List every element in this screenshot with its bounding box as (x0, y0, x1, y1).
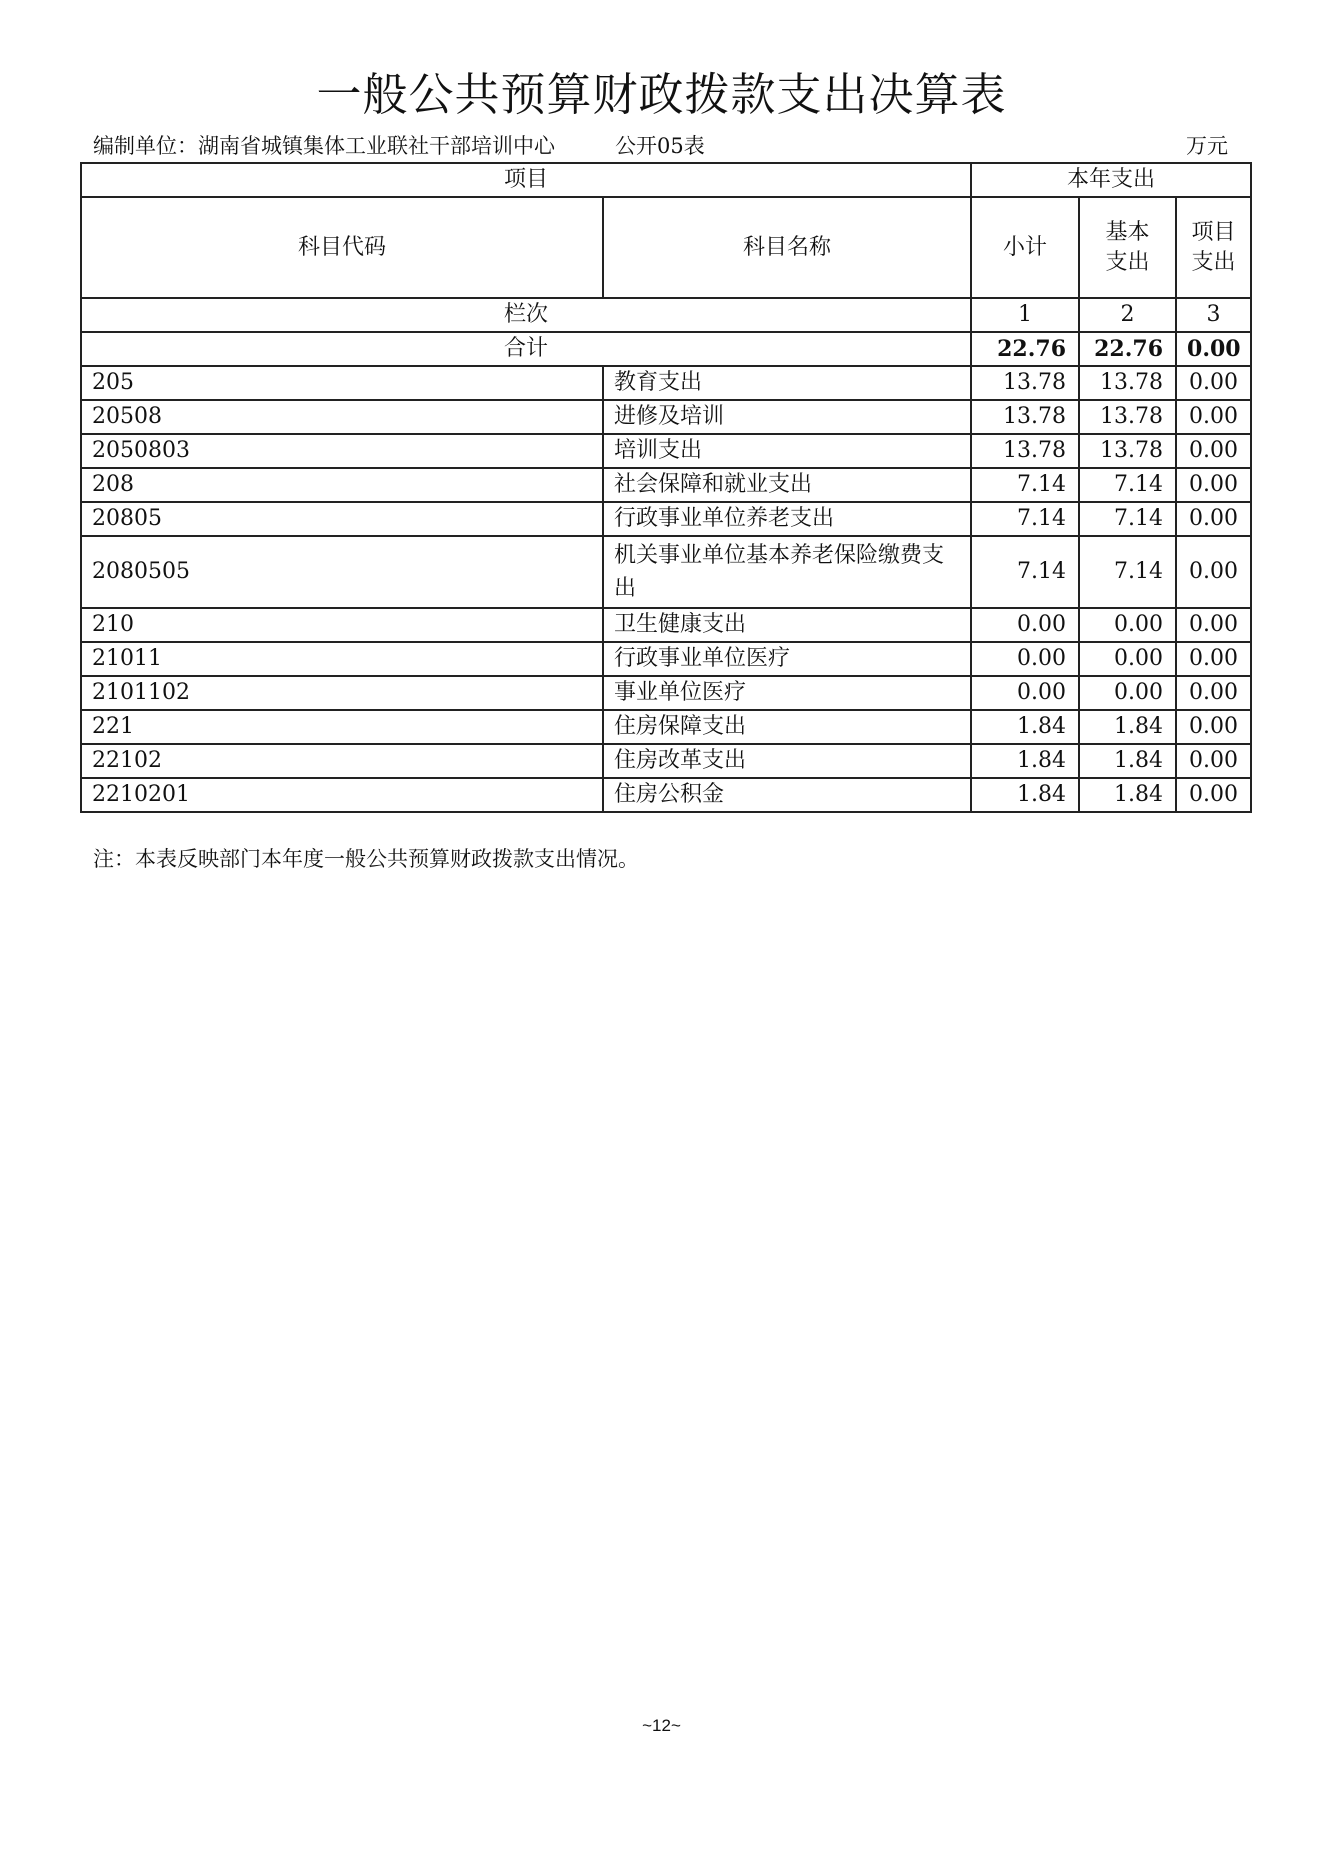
table-row (81, 400, 1251, 434)
row-name: 教育支出 (603, 366, 971, 400)
row-name: 住房改革支出 (603, 744, 971, 778)
row-project: 0.00 (1176, 642, 1251, 676)
row-basic: 1.84 (1079, 744, 1176, 778)
row-basic: 7.14 (1079, 468, 1176, 502)
column-index-label: 栏次 (81, 298, 971, 332)
row-project: 0.00 (1176, 434, 1251, 468)
row-subtotal: 1.84 (971, 710, 1079, 744)
row-project: 0.00 (1176, 468, 1251, 502)
row-project: 0.00 (1176, 676, 1251, 710)
header-basic (1079, 197, 1176, 298)
row-basic: 13.78 (1079, 434, 1176, 468)
row-project: 0.00 (1176, 502, 1251, 536)
row-basic: 13.78 (1079, 366, 1176, 400)
header-basic-line1: 基本 (1105, 219, 1150, 245)
row-basic: 7.14 (1079, 502, 1176, 536)
table-row (81, 744, 1251, 778)
column-index-2: 2 (1079, 298, 1176, 332)
header-project-line1: 项目 (1191, 219, 1236, 245)
row-project: 0.00 (1176, 744, 1251, 778)
table-note: 注：本表反映部门本年度一般公共预算财政拨款支出情况。 (93, 847, 639, 871)
table-number: 公开05表 (615, 134, 705, 158)
total-subtotal: 22.76 (971, 332, 1079, 366)
row-code: 20805 (81, 502, 603, 536)
header-row-1 (81, 163, 1251, 197)
row-code: 2101102 (81, 676, 603, 710)
row-project: 0.00 (1176, 778, 1251, 812)
row-name: 行政事业单位养老支出 (603, 502, 971, 536)
header-name: 科目名称 (603, 197, 971, 298)
table-row (81, 710, 1251, 744)
row-basic: 13.78 (1079, 400, 1176, 434)
row-basic: 0.00 (1079, 608, 1176, 642)
row-subtotal: 1.84 (971, 744, 1079, 778)
row-basic: 0.00 (1079, 642, 1176, 676)
row-code: 2080505 (81, 536, 603, 608)
row-code: 221 (81, 710, 603, 744)
page-number: ~12~ (642, 1716, 681, 1735)
row-project: 0.00 (1176, 536, 1251, 608)
row-code: 208 (81, 468, 603, 502)
row-code: 21011 (81, 642, 603, 676)
header-code: 科目代码 (81, 197, 603, 298)
table-row (81, 642, 1251, 676)
document-title: 一般公共预算财政拨款支出决算表 (316, 68, 1007, 121)
header-basic-line2: 支出 (1105, 249, 1150, 275)
row-basic: 0.00 (1079, 676, 1176, 710)
row-code: 205 (81, 366, 603, 400)
row-code: 210 (81, 608, 603, 642)
row-code: 2050803 (81, 434, 603, 468)
table-row (81, 366, 1251, 400)
header-item: 项目 (81, 163, 971, 197)
row-name: 进修及培训 (603, 400, 971, 434)
row-code: 20508 (81, 400, 603, 434)
row-basic: 1.84 (1079, 710, 1176, 744)
table-row (81, 502, 1251, 536)
table-row (81, 778, 1251, 812)
table-row (81, 434, 1251, 468)
row-subtotal: 0.00 (971, 608, 1079, 642)
row-name: 住房保障支出 (603, 710, 971, 744)
row-name: 事业单位医疗 (603, 676, 971, 710)
row-subtotal: 1.84 (971, 778, 1079, 812)
total-basic: 22.76 (1079, 332, 1176, 366)
total-project: 0.00 (1176, 332, 1251, 366)
compiling-unit: 编制单位：湖南省城镇集体工业联社干部培训中心 (93, 134, 555, 158)
table-row (81, 608, 1251, 642)
expenditure-table (80, 162, 1252, 813)
header-project (1176, 197, 1251, 298)
row-project: 0.00 (1176, 710, 1251, 744)
column-index-row (81, 298, 1251, 332)
table-row (81, 468, 1251, 502)
row-subtotal: 0.00 (971, 676, 1079, 710)
header-current-year: 本年支出 (971, 163, 1251, 197)
column-index-1: 1 (971, 298, 1079, 332)
row-name: 住房公积金 (603, 778, 971, 812)
row-project: 0.00 (1176, 366, 1251, 400)
row-project: 0.00 (1176, 400, 1251, 434)
row-name: 卫生健康支出 (603, 608, 971, 642)
row-name: 培训支出 (603, 434, 971, 468)
header-row-2 (81, 197, 1251, 298)
column-index-3: 3 (1176, 298, 1251, 332)
table-row (81, 676, 1251, 710)
row-subtotal: 7.14 (971, 536, 1079, 608)
row-code: 2210201 (81, 778, 603, 812)
row-name: 行政事业单位医疗 (603, 642, 971, 676)
row-name: 机关事业单位基本养老保险缴费支出 (603, 536, 971, 608)
row-basic: 1.84 (1079, 778, 1176, 812)
row-subtotal: 13.78 (971, 434, 1079, 468)
table-row (81, 536, 1251, 608)
row-subtotal: 13.78 (971, 400, 1079, 434)
money-unit: 万元 (1186, 134, 1228, 158)
row-project: 0.00 (1176, 608, 1251, 642)
header-project-line2: 支出 (1191, 249, 1236, 275)
total-label: 合计 (81, 332, 971, 366)
total-row (81, 332, 1251, 366)
row-code: 22102 (81, 744, 603, 778)
header-subtotal: 小计 (971, 197, 1079, 298)
row-subtotal: 0.00 (971, 642, 1079, 676)
row-subtotal: 7.14 (971, 502, 1079, 536)
row-subtotal: 7.14 (971, 468, 1079, 502)
row-name: 社会保障和就业支出 (603, 468, 971, 502)
row-subtotal: 13.78 (971, 366, 1079, 400)
row-basic: 7.14 (1079, 536, 1176, 608)
